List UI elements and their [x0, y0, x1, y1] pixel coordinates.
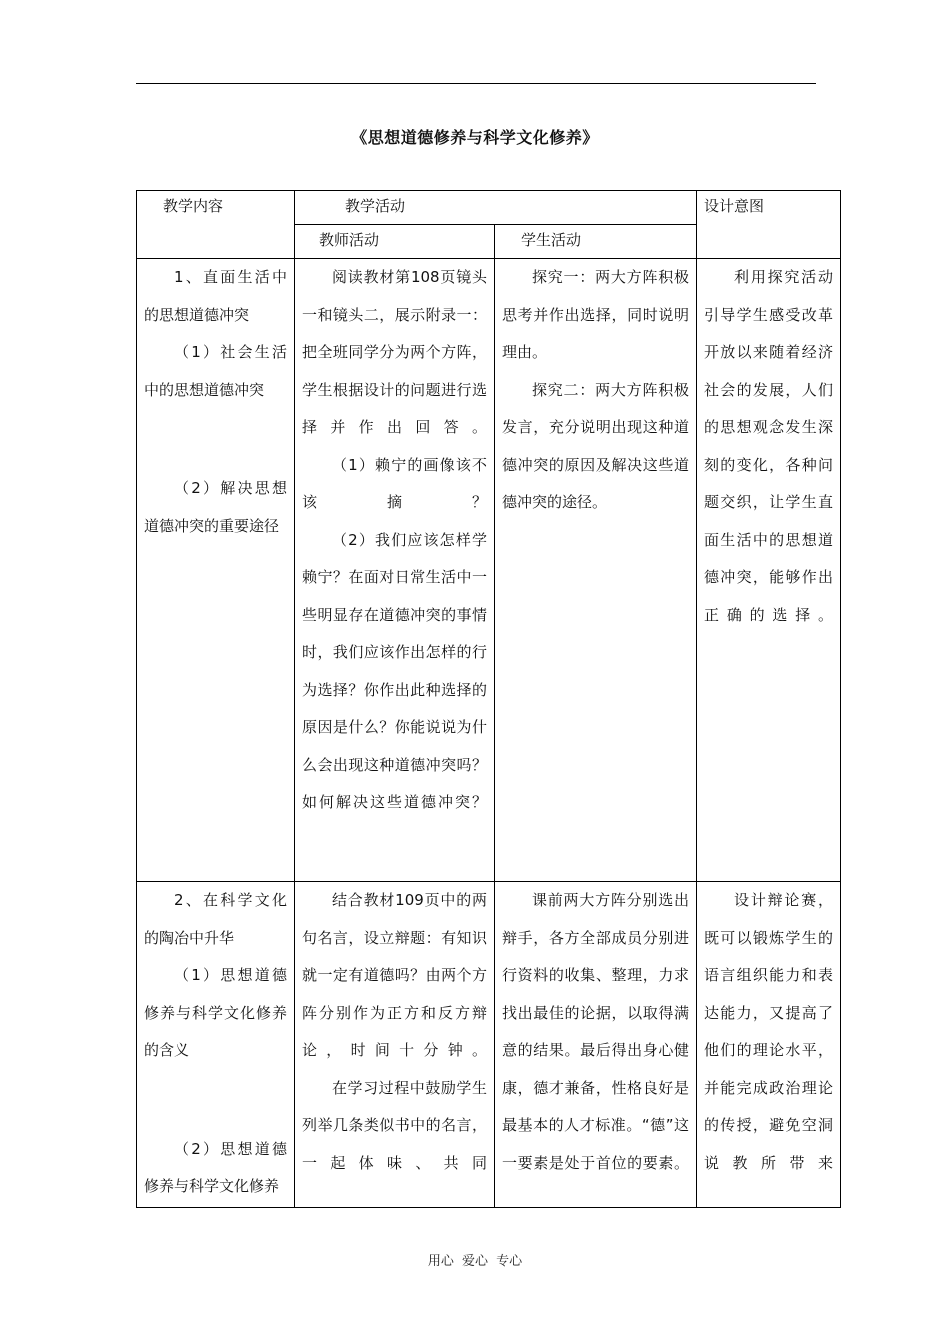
- intent-cell: [697, 882, 841, 1208]
- intent-paragraph: 设计辩论赛，既可以锻炼学生的语言组织能力和表达能力，又提高了他们的理论水平，并能完成政治理论的传授，避免空洞说教所带来: [704, 891, 834, 1172]
- page-footer: 用心 爱心 专心: [427, 1254, 523, 1269]
- student-paragraph: 课前两大方阵分别选出辩手，各方全部成员分别进行资料的收集、整理，力求找出最佳的论据，以取得满意的结果。最后得出身心健康，德才兼备，性格良好是最基本的人才标准。“德”这一要素是处于首位的要素。: [502, 891, 690, 1172]
- intent-cell: [697, 259, 841, 882]
- teacher-paragraph: （2）我们应该怎样学赖宁？在面对日常生活中一些明显存在道德冲突的事情时，我们应该作出怎样的行为选择？你作出此种选择的原因是什么？你能说说为什么会出现这种道德冲突吗？如何解决这些道德冲突？: [302, 530, 487, 811]
- student-cell: [495, 259, 697, 882]
- student-paragraph: 探究一：两大方阵积极思考并作出选择，同时说明理由。: [502, 268, 690, 361]
- header-rule: [136, 83, 816, 84]
- student-cell: [495, 882, 697, 1208]
- lesson-plan-table: [136, 190, 841, 1208]
- header-teacher: 教师活动: [295, 225, 495, 259]
- teacher-paragraph: 结合教材109页中的两句名言，设立辩题：有知识就一定有道德吗？由两个方阵分别作为正方和反方辩论，时间十分钟。: [302, 891, 487, 1059]
- intent-paragraph: 利用探究活动引导学生感受改革开放以来随着经济社会的发展，人们的思想观念发生深刻的变化，各种问题交织，让学生直面生活中的思想道德冲突，能够作出正确的选择。: [704, 268, 834, 624]
- content-subheading: （1）思想道德修养与科学文化修养的含义: [144, 966, 287, 1059]
- header-row-1: [137, 191, 841, 225]
- table-row: [137, 882, 841, 1208]
- table-row: [137, 259, 841, 882]
- teacher-cell: [295, 259, 495, 882]
- teacher-paragraph: （1）赖宁的画像该不该摘？: [302, 455, 487, 511]
- document-title: 《思想道德修养与科学文化修养》: [351, 128, 599, 147]
- student-paragraph: 探究二：两大方阵积极发言，充分说明出现这种道德冲突的原因及解决这些道德冲突的途径。: [502, 380, 690, 511]
- teacher-paragraph: 阅读教材第108页镜头一和镜头二，展示附录一：把全班同学分为两个方阵，学生根据设计的问题进行选择并作出回答。: [302, 268, 487, 436]
- content-heading: 1、直面生活中的思想道德冲突: [144, 268, 287, 324]
- header-intent: 设计意图: [697, 191, 841, 259]
- content-cell: [137, 882, 295, 1208]
- content-heading: 2、在科学文化的陶冶中升华: [144, 891, 287, 947]
- content-cell: [137, 259, 295, 882]
- teacher-paragraph: 在学习过程中鼓励学生列举几条类似书中的名言，一起体味、共同: [302, 1078, 487, 1172]
- header-content: 教学内容: [137, 191, 295, 259]
- content-subheading: （2）解决思想道德冲突的重要途径: [144, 479, 287, 535]
- header-activities: 教学活动: [295, 191, 697, 225]
- header-student: 学生活动: [495, 225, 697, 259]
- content-subheading: （1）社会生活中的思想道德冲突: [144, 343, 287, 399]
- teacher-cell: [295, 882, 495, 1208]
- content-subheading: （2）思想道德修养与科学文化修养: [144, 1139, 287, 1195]
